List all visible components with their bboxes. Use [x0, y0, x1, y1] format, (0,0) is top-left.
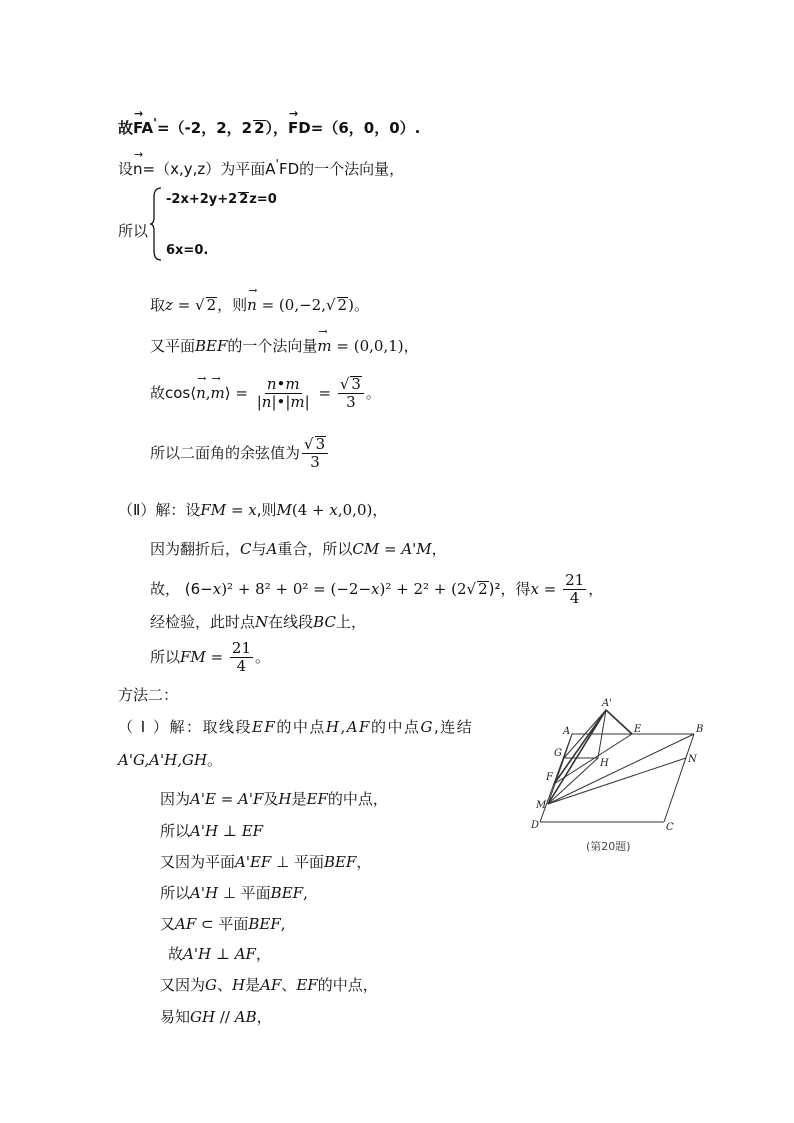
line-take-z: 取z = √ 2，则→ n = (0,−2,√ 2)。: [150, 296, 369, 314]
edge-mn: [548, 758, 686, 804]
line-plane-perp: 又因为平面A'EF ⊥ 平面BEF，: [160, 853, 372, 871]
vector-fd: → FD: [288, 119, 311, 137]
label-e: E: [634, 724, 642, 735]
label-h: H: [600, 758, 609, 769]
edge-aprime-f: [554, 710, 606, 784]
line-perp-plane: 所以A'H ⊥ 平面BEF,: [160, 884, 308, 902]
label-d: D: [531, 820, 540, 831]
line-fold: 因为翻折后，C与A重合，所以CM = A'M，: [150, 540, 447, 558]
label-f: F: [546, 772, 553, 783]
line-part1-method2: （ Ⅰ ）解：取线段EF的中点H,AF的中点G,连结: [118, 718, 474, 736]
edge-bc: [664, 734, 694, 822]
heading-method2: 方法二：: [118, 686, 179, 704]
label-m: M: [536, 800, 547, 811]
label-g: G: [554, 748, 562, 759]
label-n: N: [688, 754, 697, 765]
line-cosine-result: 所以二面角的余弦值为 $\frac{√ 3}{3}$: [150, 436, 330, 472]
geometry-figure: [528, 696, 718, 856]
fraction-root3-over-3: $\frac{√ 3}{3}$: [302, 436, 328, 472]
line-cosine: 故cos⟨→ n,→ m⟩ = $\frac{n•m}{|n|•|m|}$ = $\frac{√ 3}{3}$ 。: [150, 376, 381, 412]
line-af-in-plane: 又AF ⊂ 平面BEF,: [160, 915, 286, 933]
fraction-21-over-4: $\frac{21}{4}$: [565, 571, 585, 608]
fraction-dot-product: $\frac{n•m}{|n|•|m|}$: [256, 375, 310, 412]
line-part2: （Ⅱ）解：设FM = x,则M(4 + x,0,0)，: [118, 501, 388, 519]
line-equation-x: 故， (6−x)² + 8² + 0² = (−2−x)² + 2² + (2√ 2)²，得x = $\frac{21}{4}$ ，: [150, 571, 604, 608]
vector-fa: → FA: [133, 119, 153, 137]
label-aprime: A': [602, 698, 612, 709]
label-c: C: [666, 822, 674, 833]
line-vectors: 故→ FA'=（-2，2，2 2），→ FD=（6，0，0）.: [118, 115, 420, 137]
line-gh-midpoints: 又因为G、H是AF、EF的中点，: [160, 976, 378, 994]
line-gh-parallel: 易知GH // AB，: [160, 1008, 272, 1026]
line-normal-vector: 设→ n=（x,y,z）为平面A'FD的一个法向量，: [118, 156, 404, 178]
line-check: 经检验，此时点N在线段BC上，: [150, 613, 366, 631]
label-b: B: [696, 724, 704, 735]
brace-icon: [149, 187, 163, 261]
figure-caption: (第20题): [586, 840, 631, 853]
fraction-21-over-4: $\frac{21}{4}$: [231, 639, 251, 676]
system-label: 所以: [118, 222, 149, 240]
edge-ga: [564, 734, 572, 758]
label-a: A: [563, 726, 571, 737]
line-plane-normal: 又平面BEF的一个法向量→ m = (0,0,1)，: [150, 337, 419, 355]
line-perp-af: 故A'H ⊥ AF，: [168, 945, 271, 963]
equation-1: -2x+2y+2 2z=0: [166, 192, 277, 207]
line-midpoint: 因为A'E = A'F及H是EF的中点，: [160, 790, 388, 808]
line-connect: A'G,A'H,GH。: [118, 751, 223, 769]
fraction-root3-over-3: $\frac{√ 3}{3}$: [338, 376, 364, 412]
equation-2: 6x=0.: [166, 243, 209, 258]
line-perp-ef: 所以A'H ⊥ EF: [160, 822, 264, 840]
line-fm-result: 所以FM = $\frac{21}{4}$ 。: [150, 639, 271, 676]
edge-aprime-e: [606, 710, 632, 734]
